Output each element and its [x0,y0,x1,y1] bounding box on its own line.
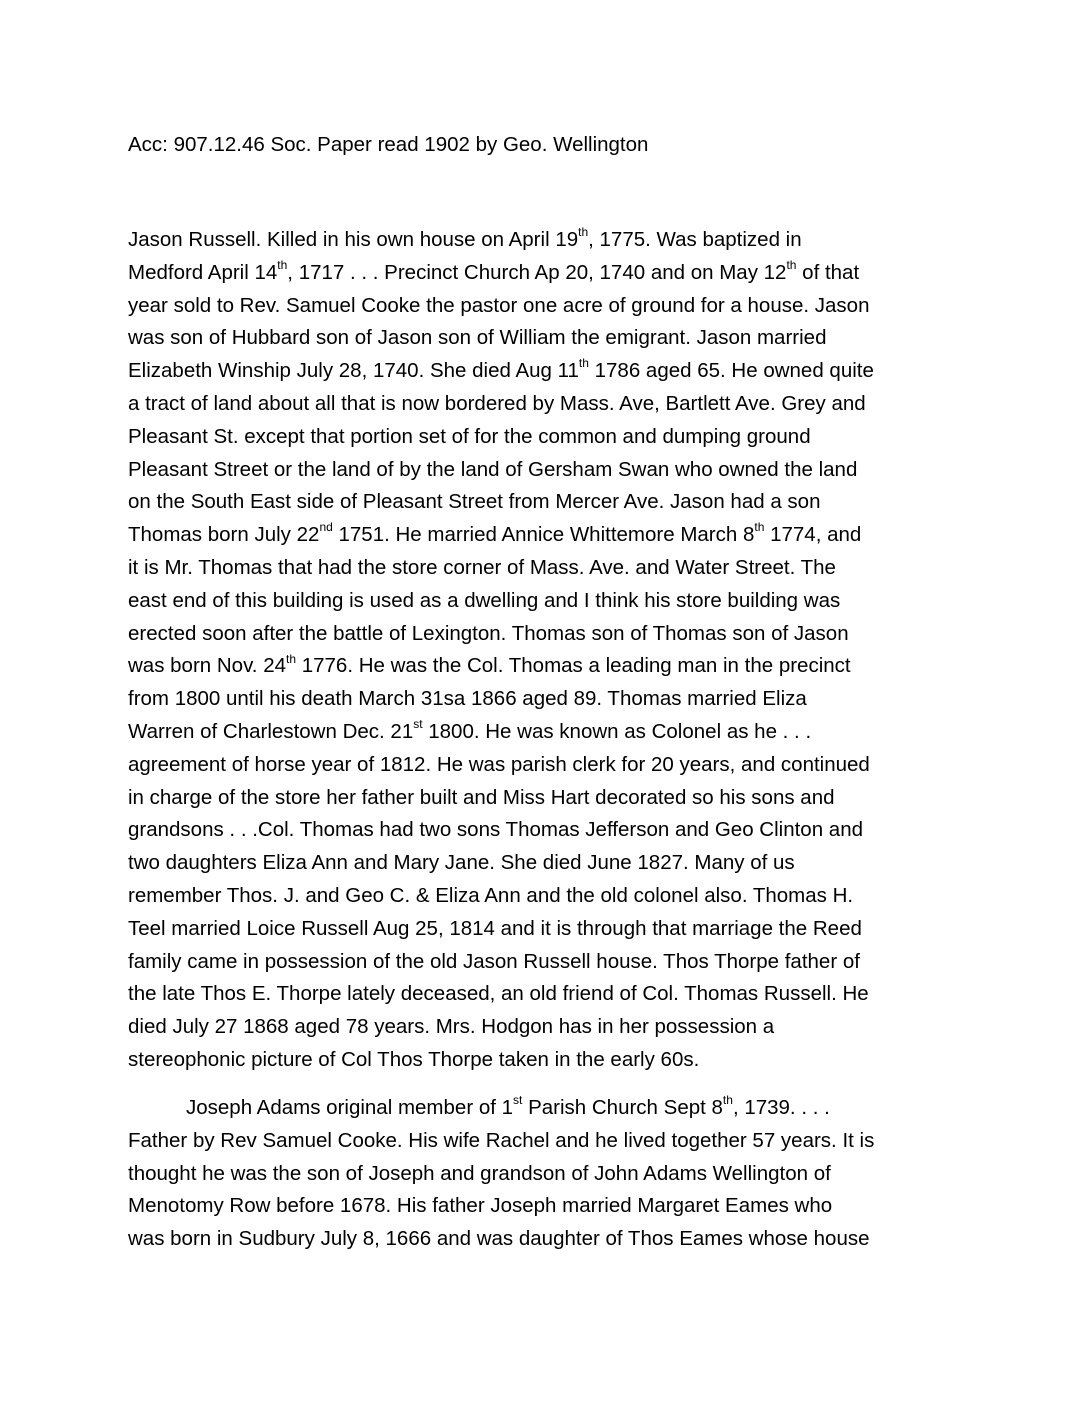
accession-heading: Acc: 907.12.46 Soc. Paper read 1902 by Geo. Wellington [128,133,649,156]
paragraph-jason-russell [128,224,968,1077]
text-line: Joseph Adams original member of 1st Parish Church Sept 8th, 1739. . . . [186,1093,830,1119]
paragraph-joseph-adams [128,1092,968,1256]
ordinal-superscript: th [277,257,288,272]
text-line: remember Thos. J. and Geo C. & Eliza Ann and the old colonel also. Thomas H. [128,883,854,907]
ordinal-superscript: st [413,717,423,732]
text-line: Thomas born July 22nd 1751. He married Annice Whittemore March 8th 1774, and [128,520,862,547]
text-line: family came in possession of the old Jason Russell house. Thos Thorpe father of [128,949,860,973]
ordinal-superscript: th [786,257,797,272]
text-line: stereophonic picture of Col Thos Thorpe taken in the early 60s. [128,1047,700,1071]
ordinal-superscript: th [722,1093,733,1108]
text-line: on the South East side of Pleasant Street from Mercer Ave. Jason had a son [128,490,821,514]
ordinal-superscript: th [286,651,297,666]
text-line: Teel married Loice Russell Aug 25, 1814 and it is through that marriage the Reed [128,916,862,940]
text-line: thought he was the son of Joseph and grandson of John Adams Wellington of [128,1161,831,1185]
text-line: died July 27 1868 aged 78 years. Mrs. Hodgon has in her possession a [128,1015,775,1039]
text-line: Medford April 14th, 1717 . . . Precinct Church Ap 20, 1740 and on May 12th of that [128,257,860,284]
text-line: two daughters Eliza Ann and Mary Jane. She died June 1827. Many of us [128,851,795,875]
text-line: in charge of the store her father built and Miss Hart decorated so his sons and [128,785,835,809]
text-line: Menotomy Row before 1678. His father Joseph married Margaret Eames who [128,1194,833,1218]
text-line: agreement of horse year of 1812. He was parish clerk for 20 years, and continued [128,752,870,776]
text-line: Jason Russell. Killed in his own house on April 19th, 1775. Was baptized in [128,225,802,251]
text-line: was son of Hubbard son of Jason son of William the emigrant. Jason married [128,326,827,350]
ordinal-superscript: th [578,356,589,371]
text-line: was born Nov. 24th 1776. He was the Col. Thomas a leading man in the precinct [128,651,851,678]
text-line: Elizabeth Winship July 28, 1740. She died Aug 11th 1786 aged 65. He owned quite [128,356,874,383]
text-line: Warren of Charlestown Dec. 21st 1800. He was known as Colonel as he . . . [128,717,812,743]
text-line: a tract of land about all that is now bordered by Mass. Ave, Bartlett Ave. Grey and [128,391,866,415]
ordinal-superscript: st [513,1093,523,1108]
text-line: Pleasant St. except that portion set of for the common and dumping ground [128,424,811,448]
ordinal-superscript: th [754,520,765,535]
ordinal-superscript: nd [319,520,333,535]
text-line: the late Thos E. Thorpe lately deceased, an old friend of Col. Thomas Russell. He [128,982,869,1006]
text-line: erected soon after the battle of Lexington. Thomas son of Thomas son of Jason [128,621,849,645]
text-line: from 1800 until his death March 31sa 1866 aged 89. Thomas married Eliza [128,687,807,711]
text-line: year sold to Rev. Samuel Cooke the pastor one acre of ground for a house. Jason [128,293,870,317]
text-line: Pleasant Street or the land of by the land of Gersham Swan who owned the land [128,457,858,481]
text-line: east end of this building is used as a dwelling and I think his store building was [128,588,841,612]
text-line: Father by Rev Samuel Cooke. His wife Rachel and he lived together 57 years. It is [128,1128,875,1152]
ordinal-superscript: th [578,225,589,240]
text-line: was born in Sudbury July 8, 1666 and was daughter of Thos Eames whose house [128,1227,870,1251]
text-line: it is Mr. Thomas that had the store corner of Mass. Ave. and Water Street. The [128,555,836,579]
text-line: grandsons . . .Col. Thomas had two sons Thomas Jefferson and Geo Clinton and [128,818,864,842]
